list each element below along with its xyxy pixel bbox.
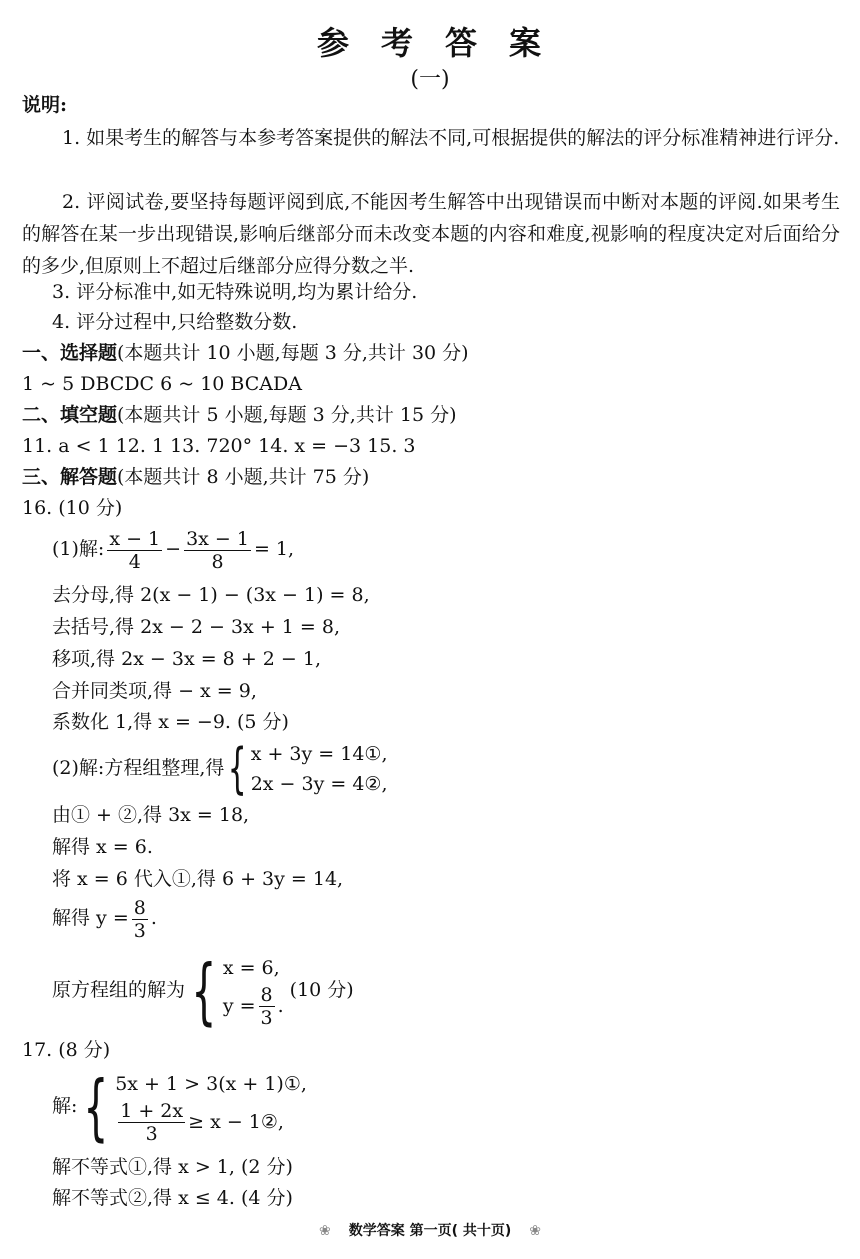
section-solve-desc: (本题共计 8 小题,共计 75 分) xyxy=(117,466,370,488)
q17-step: 解不等式①,得 x > 1, (2 分) xyxy=(52,1156,293,1178)
q16-step: 解得 x = 6. xyxy=(52,836,153,858)
section-solve-heading: 三、解答题 xyxy=(22,466,118,488)
section-choice-desc: (本题共计 10 小题,每题 3 分,共计 30 分) xyxy=(117,342,469,364)
page-subtitle: (一) xyxy=(410,67,450,92)
fill-answers: 11. a < 1 12. 1 13. 720° 14. x = −3 15. 3 xyxy=(22,435,416,457)
q16-step: 合并同类项,得 − x = 9, xyxy=(52,680,257,702)
q16-step: 移项,得 2x − 3x = 8 + 2 − 1, xyxy=(52,648,321,670)
fraction: $\frac{8}{3}$ xyxy=(260,984,273,1030)
choice-answers: 1 ~ 5 DBCDC 6 ~ 10 BCADA xyxy=(22,373,302,395)
q16-step: 去分母,得 2(x − 1) − (3x − 1) = 8, xyxy=(52,584,370,606)
q16-part2-system: (2)解:方程组整理,得{ x + 3y = 14①, 2x − 3y = 4②, xyxy=(52,737,388,800)
section-fill-desc: (本题共计 5 小题,每题 3 分,共计 15 分) xyxy=(117,404,457,426)
flower-icon: ❀ xyxy=(529,1223,541,1239)
q16-part1-equation: (1)解: $\frac{x - 1}{4}$ − $\frac{3x - 1}{8}$ = 1, xyxy=(52,527,295,573)
q16-step: 由① + ②,得 3x = 18, xyxy=(52,804,250,826)
page-footer xyxy=(0,1220,860,1240)
inequality-system: 5x + 1 > 3(x + 1)①, $\frac{1 + 2x}{3}$ ≥ x − 1②, xyxy=(115,1072,307,1146)
fraction: $\frac{x - 1}{4}$ xyxy=(109,527,161,573)
q16-result: 原方程组的解为{ x = 6, y = $\frac{8}{3}$ . (10 分) xyxy=(52,949,354,1033)
note-4: 4. 评分过程中,只给整数分数. xyxy=(52,311,298,333)
left-brace: { xyxy=(83,1065,109,1149)
section-fill xyxy=(22,400,457,430)
equation-system: x + 3y = 14①, 2x − 3y = 4②, xyxy=(250,743,388,795)
q16-step: 将 x = 6 代入①,得 6 + 3y = 14, xyxy=(52,868,344,890)
section-choice xyxy=(22,338,469,368)
fraction: $\frac{1 + 2x}{3}$ xyxy=(120,1100,184,1146)
footer-text: 数学答案 第一页( 共十页) xyxy=(348,1223,512,1239)
q16-header: 16. (10 分) xyxy=(22,497,123,519)
q17-header: 17. (8 分) xyxy=(22,1039,111,1061)
q17-system: 解:{ 5x + 1 > 3(x + 1)①, $\frac{1 + 2x}{3}$ ≥ x − 1②, xyxy=(52,1065,307,1149)
section-solve xyxy=(22,462,369,492)
section-choice-heading: 一、选择题 xyxy=(22,342,118,364)
note-2: 2. 评阅试卷,要坚持每题评阅到底,不能因考生解答中出现错误而中断对本题的评阅.如果考生的解答在某一步出现错误,影响后继部分而未改变本题的内容和难度,视影响的程度决定对后面给分的多少,但原则上不超过后继部分应得分数之半. xyxy=(22,191,840,277)
note-3: 3. 评分标准中,如无特殊说明,均为累计给分. xyxy=(52,281,418,303)
q16-solve-y: 解得 y = $\frac{8}{3}$ . xyxy=(52,896,157,942)
left-brace: { xyxy=(228,737,247,800)
q16-step: 去括号,得 2x − 2 − 3x + 1 = 8, xyxy=(52,616,340,638)
fraction: $\frac{8}{3}$ xyxy=(133,896,146,942)
q17-step: 解不等式②,得 x ≤ 4. (4 分) xyxy=(52,1187,293,1209)
notes-heading: 说明: xyxy=(22,94,68,116)
section-fill-heading: 二、填空题 xyxy=(22,404,118,426)
left-brace: { xyxy=(191,949,217,1033)
fraction: $\frac{3x - 1}{8}$ xyxy=(186,527,249,573)
equation-system: x = 6, y = $\frac{8}{3}$ . xyxy=(222,956,284,1030)
page-title: 参考答案 xyxy=(316,24,573,62)
note-1: 1. 如果考生的解答与本参考答案提供的解法不同,可根据提供的解法的评分标准精神进行评分. xyxy=(62,127,840,149)
q16-step: 系数化 1,得 x = −9. (5 分) xyxy=(52,711,289,733)
flower-icon: ❀ xyxy=(318,1223,331,1239)
